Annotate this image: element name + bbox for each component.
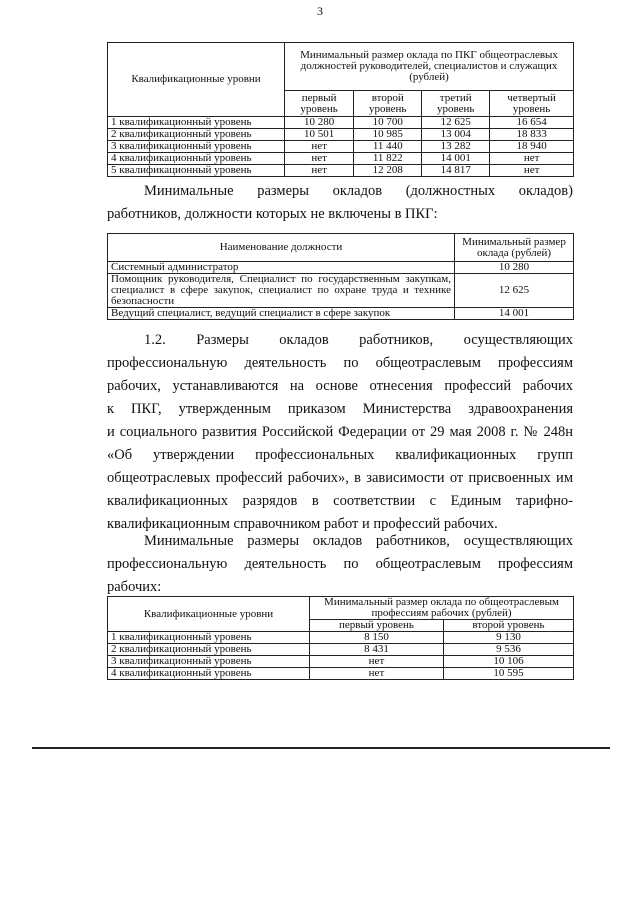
row-level: 3 квалификационный уровень — [108, 656, 310, 668]
row-level: 5 квалификационный уровень — [108, 165, 285, 177]
cell-value: 16 654 — [490, 117, 574, 129]
cell-value: 13 004 — [422, 129, 490, 141]
text-line: работников, должности которых не включены в ПКГ: — [107, 206, 438, 222]
cell-value: 13 282 — [422, 141, 490, 153]
text-line: 1.2. Размеры окладов работников, осуществляющих — [144, 332, 573, 348]
table-row — [108, 656, 574, 668]
subheader-level-1: первый уровень — [310, 620, 444, 632]
subheader-level-3: третий уровень — [422, 91, 490, 117]
subheader-level-2: второй уровень — [354, 91, 422, 117]
cell-value: 18 940 — [490, 141, 574, 153]
row-level: 1 квалификационный уровень — [108, 117, 285, 129]
table-row — [108, 153, 574, 165]
position-name: Ведущий специалист, ведущий специалист в сфере закупок — [108, 308, 455, 320]
table-row — [108, 632, 574, 644]
cell-value: нет — [310, 656, 444, 668]
position-name: Системный администратор — [108, 262, 455, 274]
cell-value: нет — [285, 165, 354, 177]
header-min-salary: Минимальный размер оклада по общеотраслевым профессиям рабочих (рублей) — [310, 597, 574, 620]
cell-value: нет — [490, 153, 574, 165]
cell-value: 18 833 — [490, 129, 574, 141]
subheader-level-1: первый уровень — [285, 91, 354, 117]
cell-value: 9 536 — [443, 644, 573, 656]
row-level: 4 квалификационный уровень — [108, 153, 285, 165]
table-row — [108, 129, 574, 141]
table-row — [108, 117, 574, 129]
position-name: Помощник руководителя, Специалист по государственным закупкам, специалист в сфере закупок, специалист по охране труда и технике безопасности — [108, 274, 455, 308]
cell-value: 14 001 — [422, 153, 490, 165]
table-row — [108, 308, 574, 320]
text-line: «Об утверждении профессиональных квалификационных групп — [107, 447, 573, 463]
text-line: профессиональную деятельность по общеотраслевым профессиям — [107, 355, 573, 371]
cell-value: нет — [285, 153, 354, 165]
subheader-level-4: четвертый уровень — [490, 91, 574, 117]
header-position-name: Наименование должности — [108, 234, 455, 262]
cell-value: 10 501 — [285, 129, 354, 141]
table-row — [108, 274, 574, 308]
paragraph-min-salary-intro — [107, 180, 573, 203]
table-row — [108, 165, 574, 177]
cell-value: нет — [285, 141, 354, 153]
text-line: и социального развития Российской Федерации от 29 мая 2008 г. № 248н — [107, 424, 573, 440]
cell-value: 10 280 — [285, 117, 354, 129]
cell-value: 8 431 — [310, 644, 444, 656]
cell-value: 10 106 — [443, 656, 573, 668]
cell-value: 11 440 — [354, 141, 422, 153]
workers-salary-table — [107, 596, 574, 680]
cell-value: 10 595 — [443, 668, 573, 680]
text-line: квалификационных разрядов в соответствии с Единым тарифно- — [107, 493, 573, 509]
text-line: профессиональную деятельность по общеотраслевым профессиям — [107, 556, 573, 572]
text-line: квалификационным справочником работ и профессий рабочих. — [107, 516, 498, 532]
text-line: Минимальные размеры окладов (должностных окладов) — [144, 183, 573, 199]
cell-value: 12 208 — [354, 165, 422, 177]
cell-value: 10 700 — [354, 117, 422, 129]
cell-value: нет — [310, 668, 444, 680]
cell-value: 12 625 — [422, 117, 490, 129]
cell-value: 9 130 — [443, 632, 573, 644]
paragraph-min-salary-intro-cont — [107, 203, 573, 226]
text-line: общеотраслевых профессий рабочих», в зависимости от присвоенных им — [107, 470, 573, 486]
page-number: 3 — [317, 4, 323, 18]
table-row — [108, 262, 574, 274]
cell-value: 11 822 — [354, 153, 422, 165]
row-level: 3 квалификационный уровень — [108, 141, 285, 153]
cell-value: 8 150 — [310, 632, 444, 644]
cell-value: 12 625 — [455, 274, 574, 308]
header-levels: Квалификационные уровни — [108, 43, 285, 117]
table-row — [108, 644, 574, 656]
pkg-salary-table — [107, 42, 574, 177]
text-line: к ПКГ, утвержденным приказом Министерства здравоохранения — [107, 401, 573, 417]
text-line: рабочих, устанавливаются на основе отнесения профессий рабочих — [107, 378, 573, 394]
text-line: рабочих: — [107, 579, 162, 595]
header-levels: Квалификационные уровни — [108, 597, 310, 632]
row-level: 2 квалификационный уровень — [108, 644, 310, 656]
text-line: Минимальные размеры окладов работников, осуществляющих — [144, 533, 573, 549]
header-min-salary: Минимальный размер оклада по ПКГ общеотраслевых должностей руководителей, специалистов и служащих (рублей) — [285, 43, 574, 91]
row-level: 1 квалификационный уровень — [108, 632, 310, 644]
cell-value: 10 985 — [354, 129, 422, 141]
table-row — [108, 141, 574, 153]
row-level: 4 квалификационный уровень — [108, 668, 310, 680]
footer-rule — [32, 747, 610, 749]
subheader-level-2: второй уровень — [443, 620, 573, 632]
cell-value: 14 001 — [455, 308, 574, 320]
table-row — [108, 668, 574, 680]
header-min-salary: Минимальный размер оклада (рублей) — [455, 234, 574, 262]
cell-value: 10 280 — [455, 262, 574, 274]
cell-value: 14 817 — [422, 165, 490, 177]
positions-salary-table — [107, 233, 574, 320]
cell-value: нет — [490, 165, 574, 177]
row-level: 2 квалификационный уровень — [108, 129, 285, 141]
